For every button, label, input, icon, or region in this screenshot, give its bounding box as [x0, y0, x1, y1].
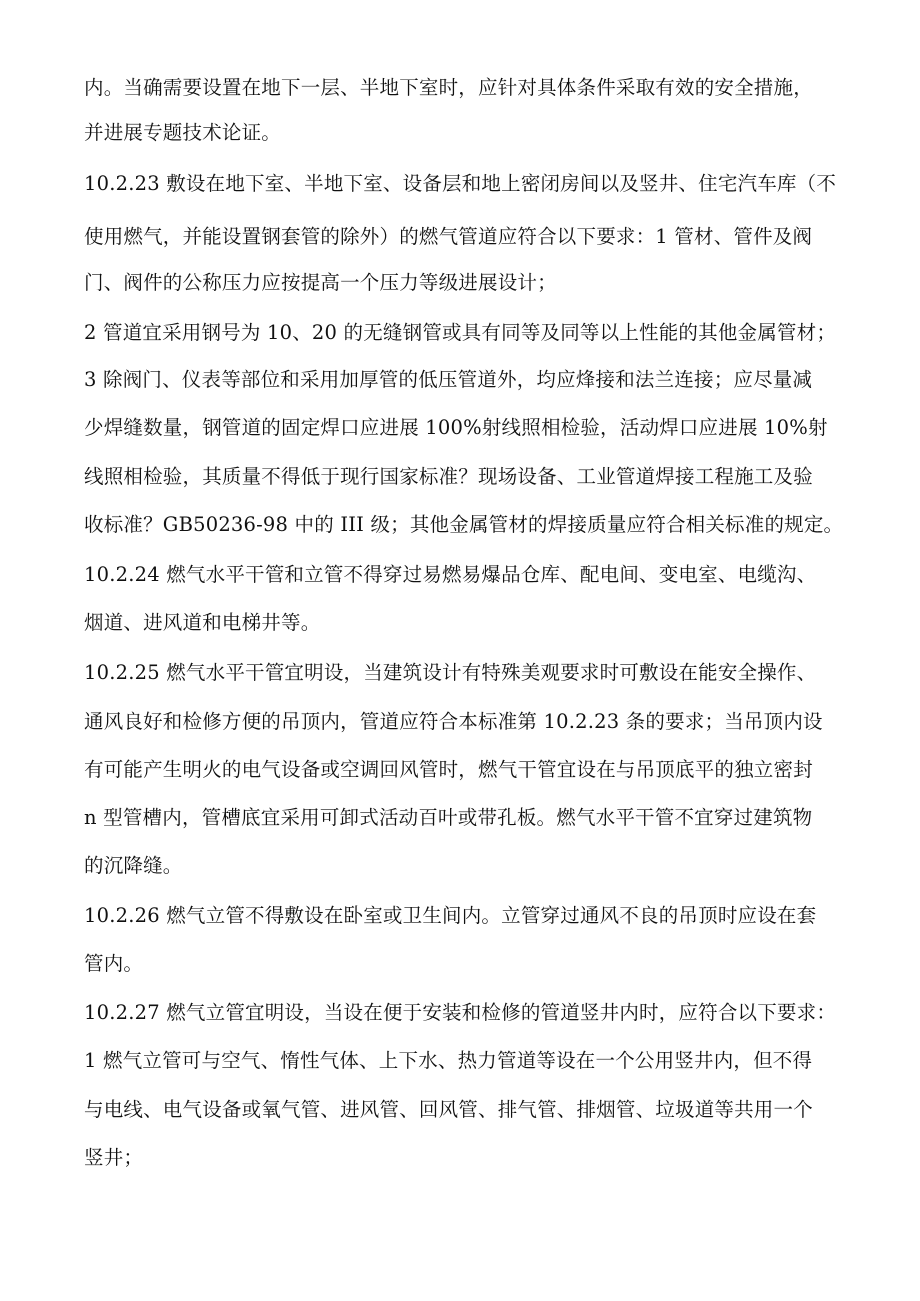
clause-10-2-24: 10.2.24 燃气水平干管和立管不得穿过易燃易爆品仓库、配电间、变电室、电缆沟、 [84, 563, 817, 586]
text-line: 2 管道宜采用钢号为 10、20 的无缝钢管或具有同等及同等以上性能的其他金属管材； [84, 321, 837, 344]
text-line: 内。当确需要设置在地下一层、半地下室时，应针对具体条件采取有效的安全措施， [84, 76, 813, 99]
text-line: n 型管槽内，管槽底宜采用可卸式活动百叶或带孔板。燃气水平干管不宜穿过建筑物 [84, 806, 813, 829]
clause-10-2-23: 10.2.23 敷设在地下室、半地下室、设备层和地上密闭房间以及竖井、住宅汽车库（不 [84, 172, 837, 195]
text-line: 收标准？GB50236-98 中的 III 级；其他金属管材的焊接质量应符合相关标准的规定。 [84, 513, 844, 536]
text-line: 少焊缝数量，钢管道的固定焊口应进展 100%射线照相检验，活动焊口应进展 10%射 [84, 416, 828, 439]
text-line: 线照相检验，其质量不得低于现行国家标准？现场设备、工业管道焊接工程施工及验 [84, 465, 813, 488]
clause-10-2-27: 10.2.27 燃气立管宜明设，当设在便于安装和检修的管道竖井内时，应符合以下要求： [84, 1001, 837, 1024]
text-line: 门、阀件的公称压力应按提高一个压力等级进展设计； [84, 271, 557, 294]
clause-10-2-26: 10.2.26 燃气立管不得敷设在卧室或卫生间内。立管穿过通风不良的吊顶时应设在套 [84, 904, 817, 927]
text-line: 3 除阀门、仪表等部位和采用加厚管的低压管道外，均应烽接和法兰连接；应尽量减 [84, 368, 813, 391]
text-line: 并进展专题技术论证。 [84, 121, 282, 144]
text-line: 烟道、进风道和电梯井等。 [84, 611, 321, 634]
text-line: 管内。 [84, 952, 144, 975]
text-line: 1 燃气立管可与空气、惰性气体、上下水、热力管道等设在一个公用竖井内，但不得 [84, 1049, 813, 1072]
text-line: 通风良好和检修方便的吊顶内，管道应符合本标准第 10.2.23 条的要求；当吊顶内设 [84, 710, 823, 733]
text-line: 使用燃气，并能设置钢套管的除外）的燃气管道应符合以下要求：1 管材、管件及阀 [84, 225, 813, 248]
text-line: 竖井； [84, 1146, 144, 1169]
text-line: 与电线、电气设备或氧气管、进风管、回风管、排气管、排烟管、垃圾道等共用一个 [84, 1098, 813, 1121]
clause-10-2-25: 10.2.25 燃气水平干管宜明设，当建筑设计有特殊美观要求时可敷设在能安全操作、 [84, 661, 817, 684]
text-line: 的沉降缝。 [84, 854, 183, 877]
text-line: 有可能产生明火的电气设备或空调回风管时，燃气干管宜设在与吊顶底平的独立密封 [84, 758, 813, 781]
